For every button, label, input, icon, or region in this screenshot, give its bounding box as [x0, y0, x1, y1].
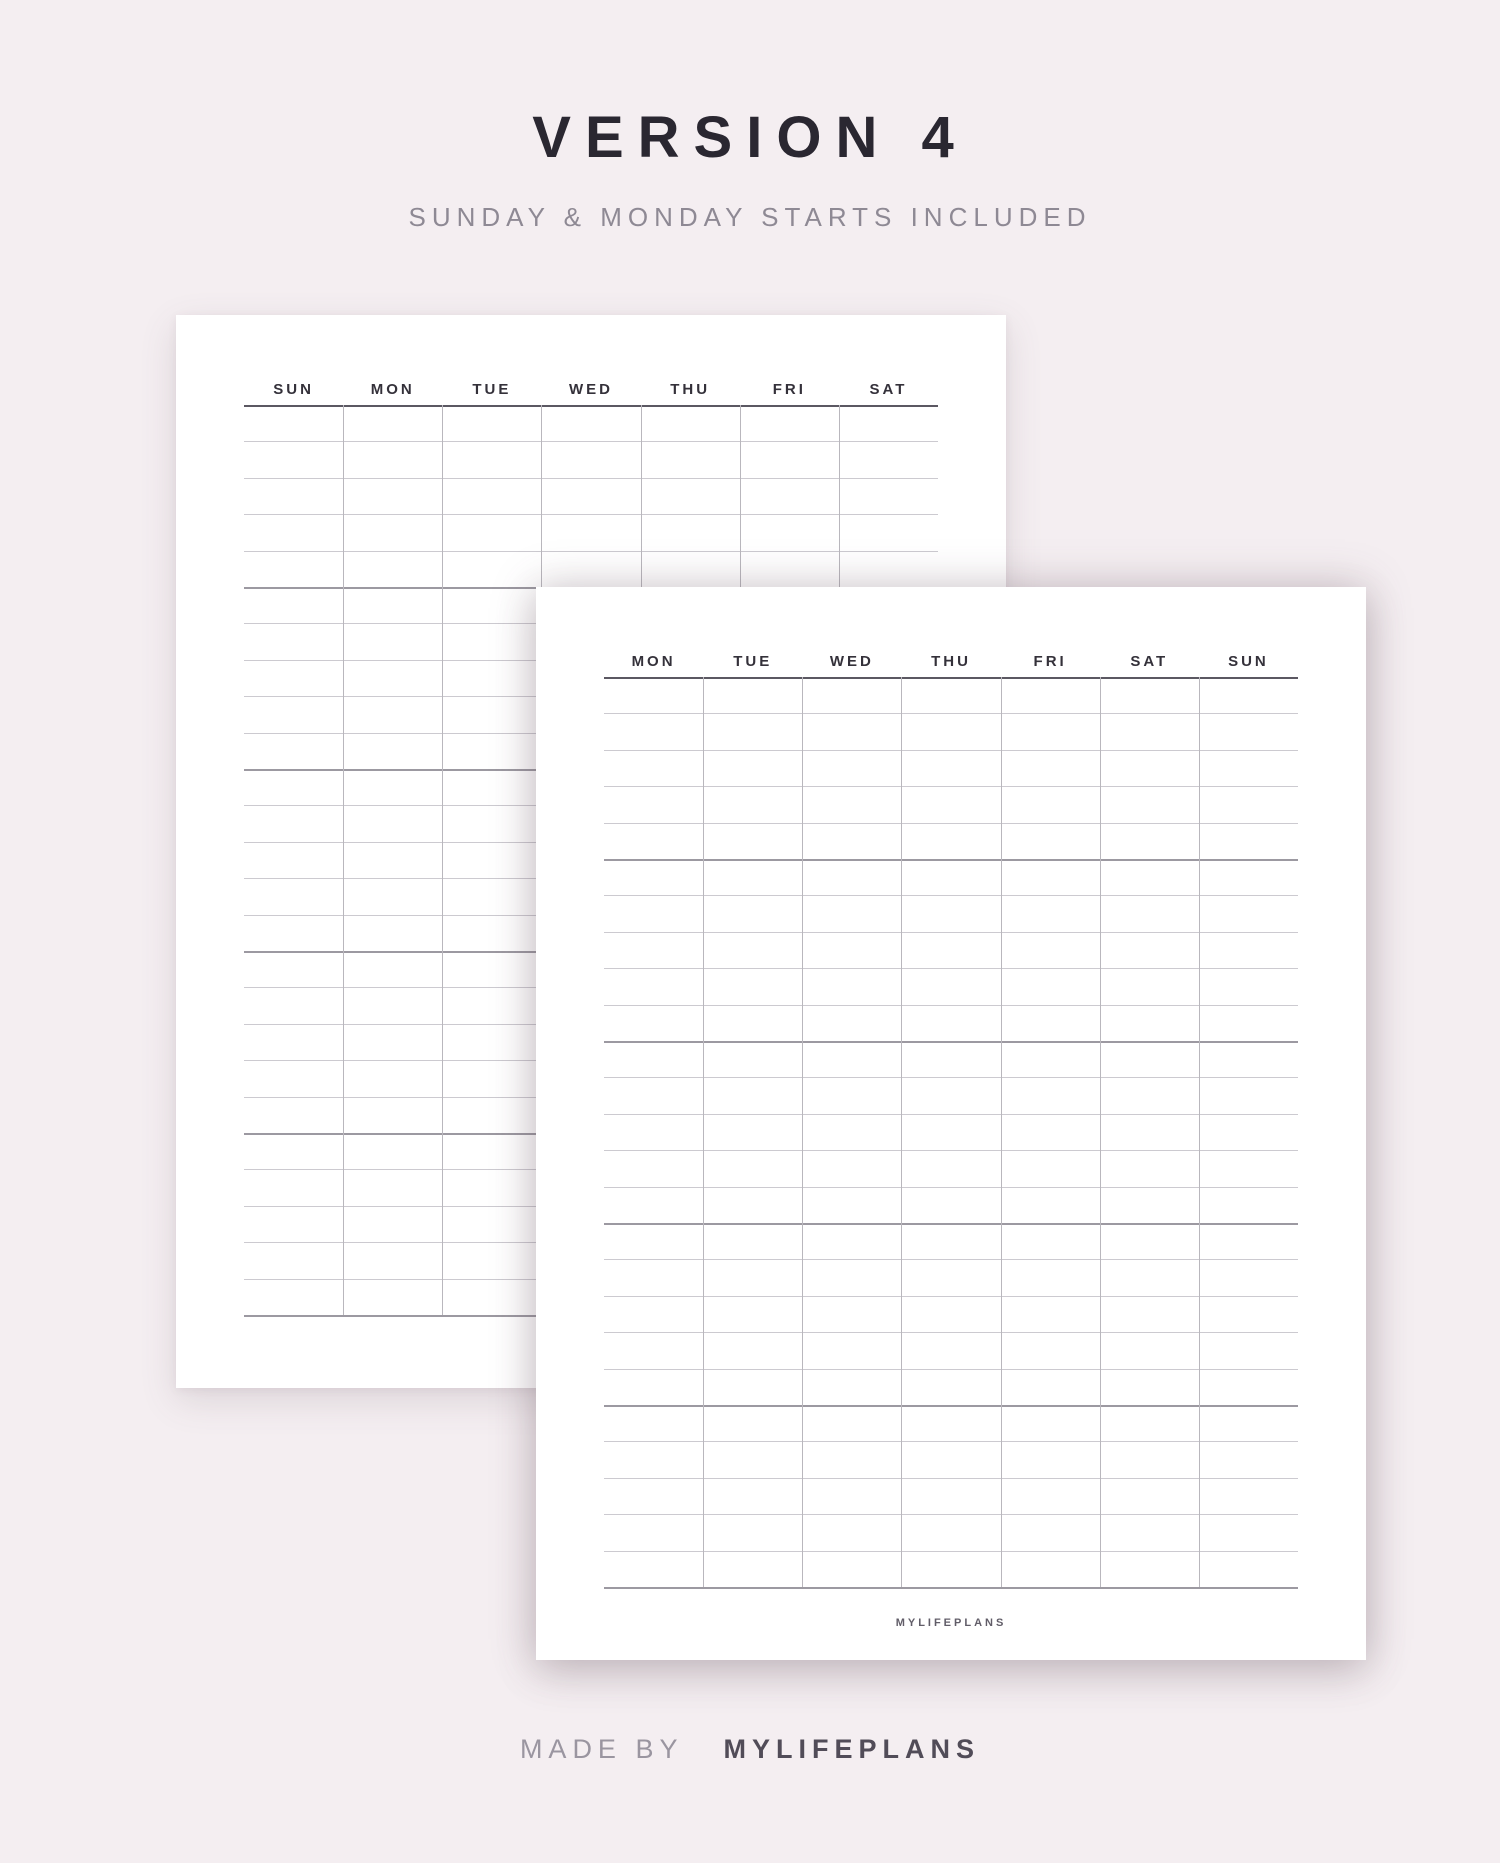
- writing-line: [604, 1150, 1298, 1151]
- footer-space: [697, 1734, 711, 1764]
- day-label-thu: THU: [931, 653, 971, 670]
- writing-line: [604, 932, 1298, 933]
- writing-line: [604, 1114, 1298, 1115]
- day-label-wed: WED: [829, 653, 874, 670]
- column-separator-line: [802, 677, 803, 1587]
- writing-line: [604, 1551, 1298, 1552]
- writing-line: [604, 1332, 1298, 1333]
- footer-made-by-text: MADE BY: [519, 1734, 683, 1764]
- week-divider-line: [604, 1041, 1298, 1043]
- column-separator-line: [1001, 677, 1002, 1587]
- column-separator-line: [343, 405, 344, 1315]
- writing-line: [244, 478, 938, 479]
- writing-line: [604, 1077, 1298, 1078]
- writing-line: [604, 1187, 1298, 1188]
- week-divider-line: [604, 1587, 1298, 1589]
- day-label-tue: TUE: [472, 381, 512, 398]
- week-divider-line: [604, 859, 1298, 861]
- day-header-rule: [244, 405, 938, 407]
- day-label-sun: SUN: [1228, 653, 1269, 670]
- writing-line: [604, 786, 1298, 787]
- writing-line: [244, 551, 938, 552]
- week-divider-line: [604, 1223, 1298, 1225]
- day-label-tue: TUE: [733, 653, 773, 670]
- page-subtitle: SUNDAY & MONDAY STARTS INCLUDED: [408, 202, 1092, 232]
- writing-line: [604, 968, 1298, 969]
- day-header-rule: [604, 677, 1298, 679]
- writing-line: [604, 823, 1298, 824]
- day-label-thu: THU: [670, 381, 711, 398]
- writing-line: [604, 1441, 1298, 1442]
- writing-line: [604, 1369, 1298, 1370]
- day-label-fri: FRI: [1033, 653, 1067, 670]
- column-separator-line: [1199, 677, 1200, 1587]
- week-divider-line: [604, 1405, 1298, 1407]
- writing-line: [604, 1514, 1298, 1515]
- day-label-mon: MON: [631, 653, 676, 670]
- column-separator-line: [901, 677, 902, 1587]
- writing-line: [604, 713, 1298, 714]
- day-label-wed: WED: [569, 381, 613, 398]
- page-footer: [0, 1734, 1500, 1765]
- writing-line: [604, 895, 1298, 896]
- day-label-sat: SAT: [869, 381, 908, 398]
- column-separator-line: [703, 677, 704, 1587]
- footer-brand-text: MYLIFEPLANS: [723, 1734, 981, 1764]
- day-label-sun: SUN: [273, 381, 314, 398]
- day-label-mon: MON: [370, 381, 415, 398]
- writing-line: [604, 1478, 1298, 1479]
- writing-line: [244, 514, 938, 515]
- column-separator-line: [1100, 677, 1101, 1587]
- writing-line: [604, 1259, 1298, 1260]
- front-calendar-sheet-monday-start: [536, 587, 1366, 1660]
- writing-line: [244, 441, 938, 442]
- day-label-sat: SAT: [1130, 653, 1169, 670]
- writing-line: [604, 1005, 1298, 1006]
- day-label-fri: FRI: [772, 381, 806, 398]
- sheet-brand-footer: MYLIFEPLANS: [895, 1617, 1007, 1629]
- page-title: VERSION 4: [532, 105, 968, 170]
- column-separator-line: [442, 405, 443, 1315]
- writing-line: [604, 750, 1298, 751]
- writing-line: [604, 1296, 1298, 1297]
